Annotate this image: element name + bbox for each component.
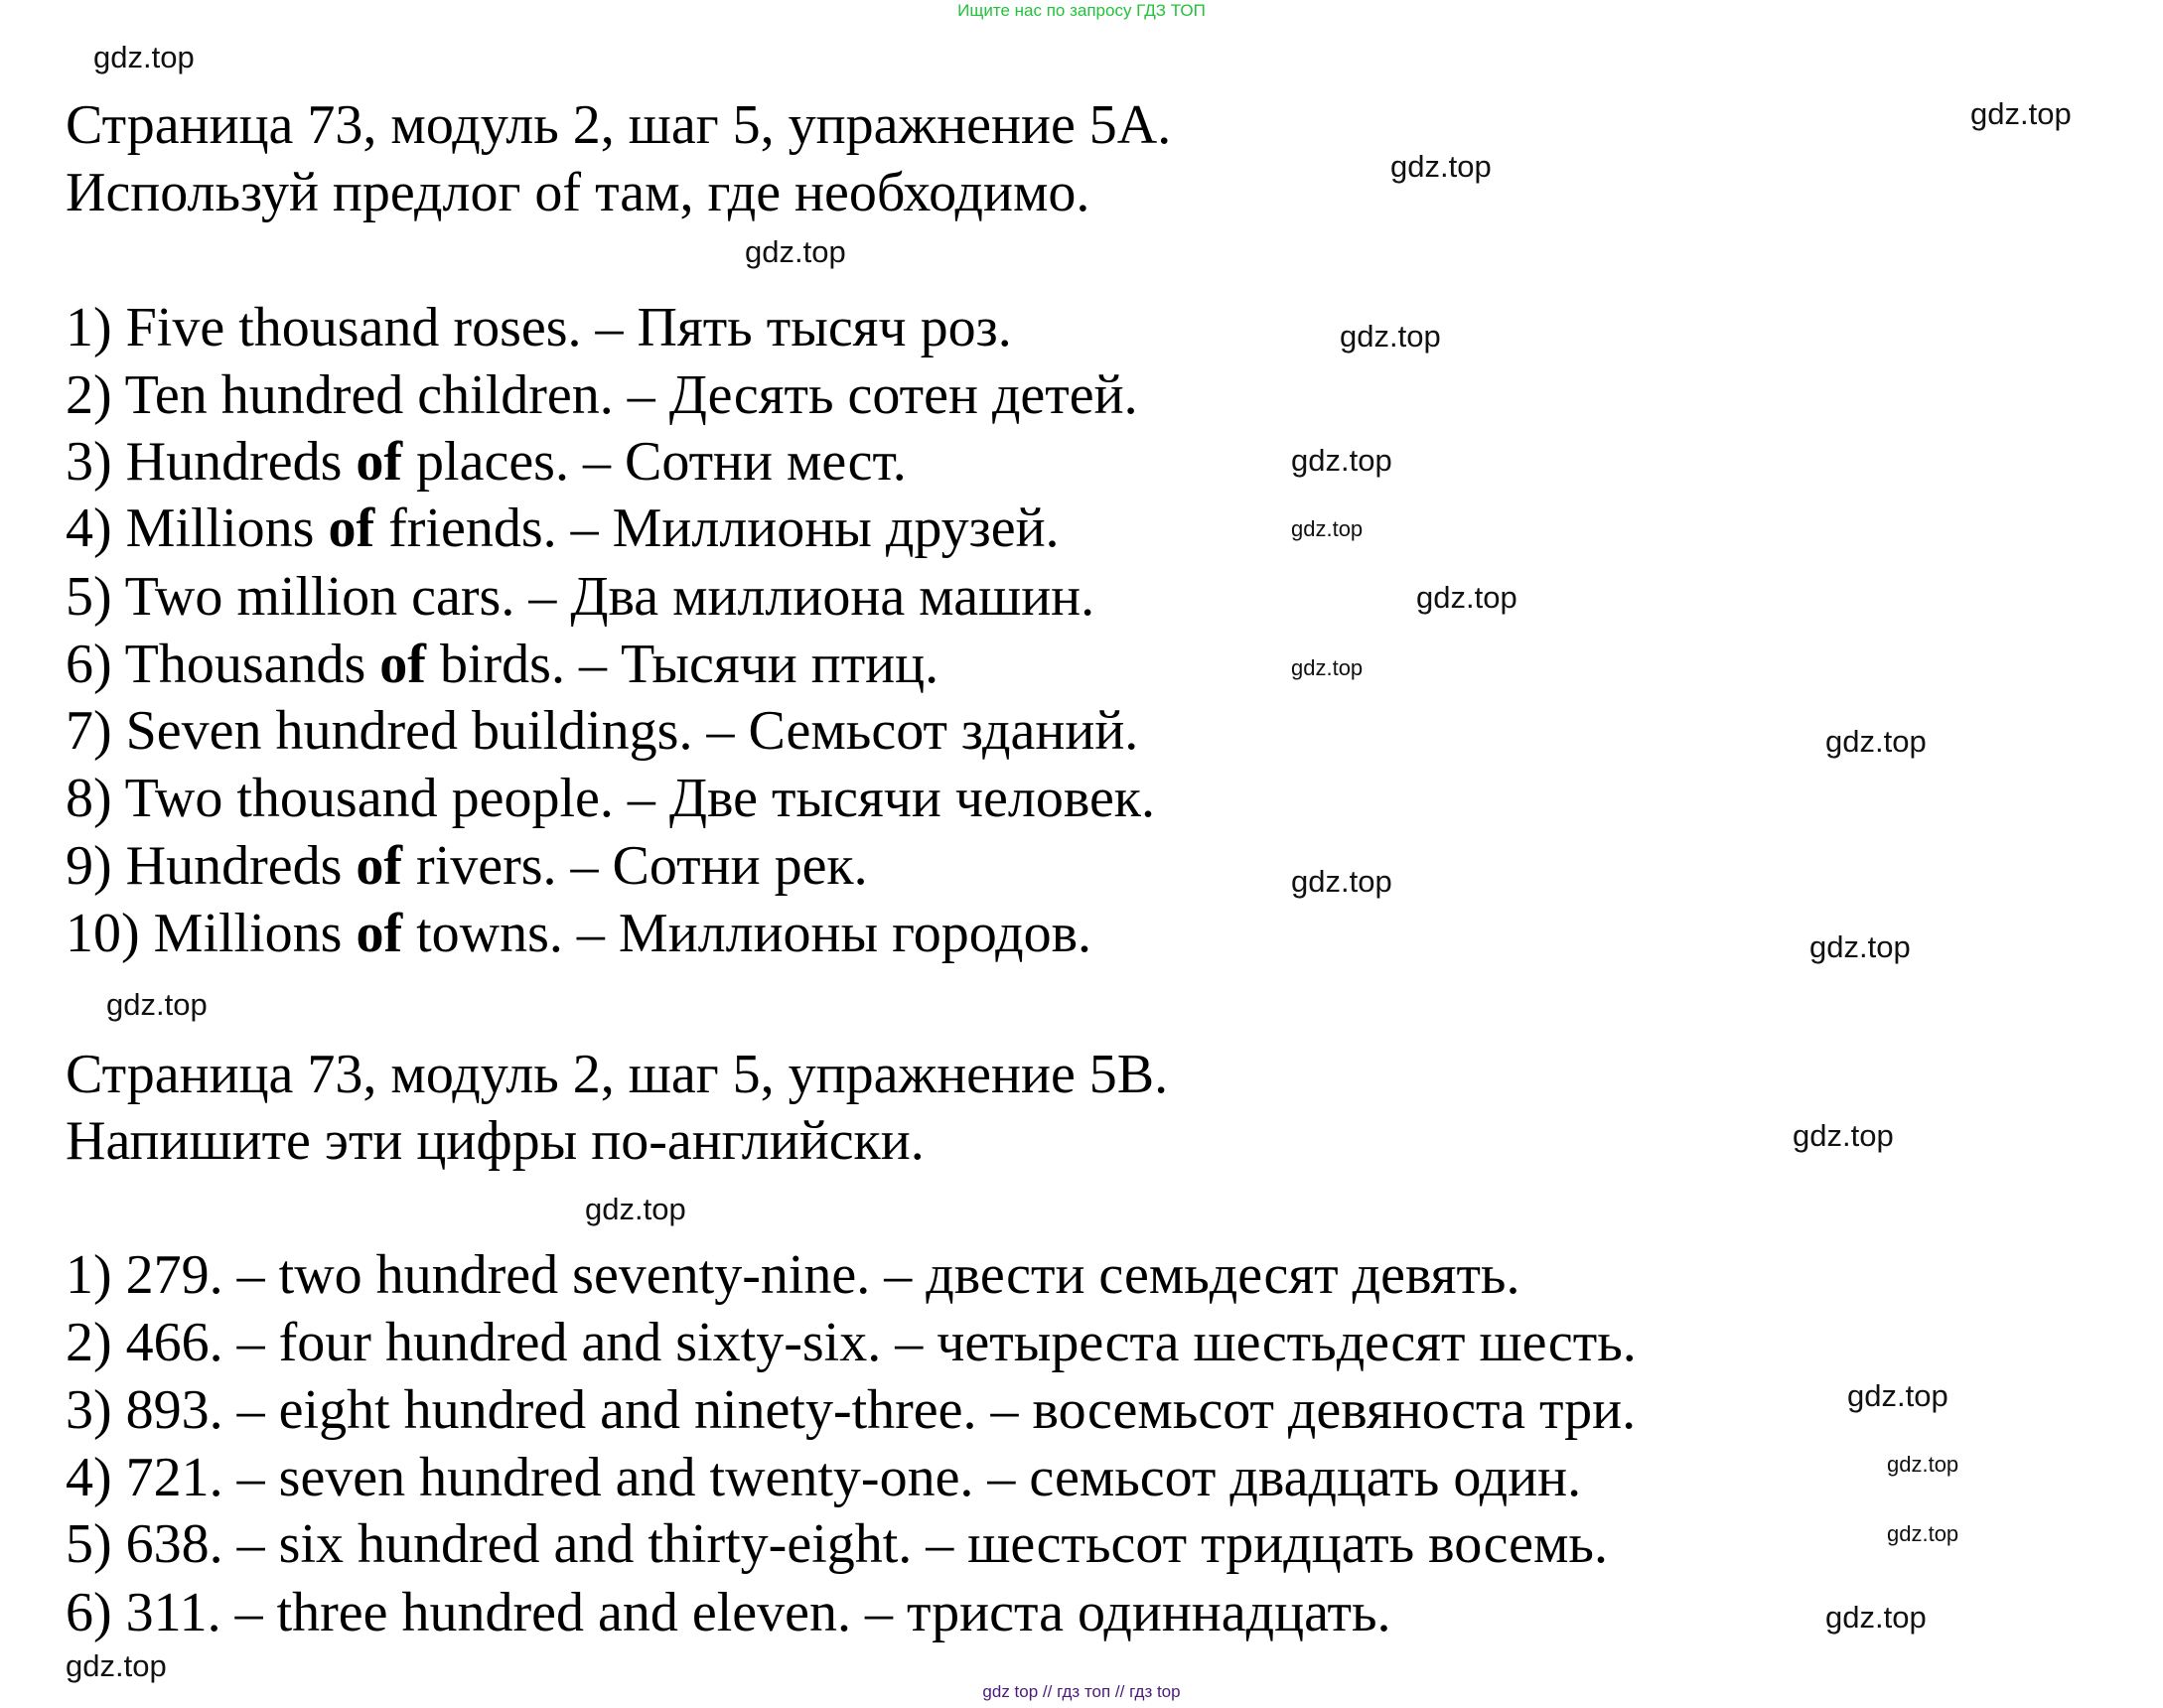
watermark: gdz.top bbox=[1887, 1521, 1959, 1546]
item-text: 4) Millions bbox=[66, 498, 329, 559]
watermark: gdz.top bbox=[106, 987, 208, 1022]
preposition-of: of bbox=[356, 903, 403, 964]
watermark: gdz.top bbox=[745, 234, 846, 269]
exercise-5a-item bbox=[66, 631, 938, 698]
exercise-5a-item bbox=[66, 832, 868, 900]
exercise-5a-item bbox=[66, 495, 1060, 562]
item-text: friends. – Миллионы друзей. bbox=[374, 498, 1060, 559]
watermark: gdz.top bbox=[1340, 319, 1441, 354]
preposition-of: of bbox=[328, 498, 375, 559]
item-text: 2) Ten hundred children. – Десять сотен детей. bbox=[66, 364, 1138, 426]
preposition-of: of bbox=[379, 634, 426, 695]
item-text: rivers. – Сотни рек. bbox=[402, 835, 868, 897]
watermark: gdz.top bbox=[1809, 929, 1911, 964]
section-b-title: Страница 73, модуль 2, шаг 5, упражнение 5В. bbox=[66, 1044, 1169, 1105]
exercise-5b-item: 3) 893. – eight hundred and ninety-three. – восемьсот девяноста три. bbox=[66, 1379, 1637, 1441]
item-text: 1) Five thousand roses. – Пять тысяч роз. bbox=[66, 297, 1012, 358]
exercise-5a-item bbox=[66, 361, 1138, 429]
watermark: gdz.top bbox=[1390, 149, 1492, 184]
exercise-5a-item bbox=[66, 765, 1155, 832]
exercise-5a-item bbox=[66, 428, 907, 496]
preposition-of: of bbox=[356, 835, 403, 897]
item-text: 3) Hundreds bbox=[66, 431, 357, 493]
item-text: 8) Two thousand people. – Две тысячи человек. bbox=[66, 768, 1156, 829]
watermark: gdz.top bbox=[66, 1648, 167, 1683]
watermark: gdz.top bbox=[1825, 724, 1927, 759]
exercise-5a-item bbox=[66, 900, 1091, 967]
watermark: gdz.top bbox=[1291, 443, 1392, 478]
item-text: birds. – Тысячи птиц. bbox=[425, 634, 939, 695]
exercise-5b-item: 6) 311. – three hundred and eleven. – триста одиннадцать. bbox=[66, 1582, 1391, 1643]
watermark: gdz.top bbox=[1291, 655, 1364, 680]
watermark: gdz.top bbox=[1291, 864, 1392, 899]
item-text: 7) Seven hundred buildings. – Семьсот зданий. bbox=[66, 700, 1139, 762]
item-text: 10) Millions bbox=[66, 903, 357, 964]
watermark: gdz.top bbox=[1416, 580, 1517, 615]
exercise-5a-item bbox=[66, 294, 1012, 361]
exercise-5b-item: 4) 721. – seven hundred and twenty-one. – семьсот двадцать один. bbox=[66, 1447, 1582, 1508]
exercise-5a-item bbox=[66, 697, 1138, 765]
watermark: gdz.top bbox=[1291, 516, 1364, 541]
item-text: 5) Two million cars. – Два миллиона машин. bbox=[66, 566, 1095, 628]
search-hint-banner: Ищите нас по запросу ГДЗ ТОП bbox=[957, 1, 1206, 20]
exercise-5b-item: 5) 638. – six hundred and thirty-eight. – шестьсот тридцать восемь. bbox=[66, 1513, 1608, 1575]
section-a-instruction: Используй предлог of там, где необходимо. bbox=[66, 162, 1090, 223]
watermark: gdz.top bbox=[585, 1192, 686, 1226]
watermark: gdz.top bbox=[93, 40, 195, 74]
exercise-5a-item bbox=[66, 563, 1094, 631]
preposition-of: of bbox=[356, 431, 403, 493]
watermark: gdz.top bbox=[1793, 1118, 1894, 1153]
exercise-5b-item: 1) 279. – two hundred seventy-nine. – двести семьдесят девять. bbox=[66, 1244, 1520, 1306]
watermark: gdz.top bbox=[1825, 1600, 1927, 1635]
item-text: 6) Thousands bbox=[66, 634, 380, 695]
watermark: gdz.top bbox=[1970, 96, 2072, 131]
watermark: gdz.top bbox=[1887, 1452, 1959, 1477]
item-text: places. – Сотни мест. bbox=[402, 431, 907, 493]
footer-banner: gdz top // гдз топ // гдз top bbox=[982, 1682, 1181, 1701]
item-text: 9) Hundreds bbox=[66, 835, 357, 897]
item-text: towns. – Миллионы городов. bbox=[402, 903, 1092, 964]
section-a-title: Страница 73, модуль 2, шаг 5, упражнение 5А. bbox=[66, 94, 1172, 156]
watermark: gdz.top bbox=[1847, 1378, 1948, 1413]
section-b-instruction: Напишите эти цифры по-английски. bbox=[66, 1110, 925, 1172]
exercise-5b-item: 2) 466. – four hundred and sixty-six. – четыреста шестьдесят шесть. bbox=[66, 1312, 1637, 1373]
